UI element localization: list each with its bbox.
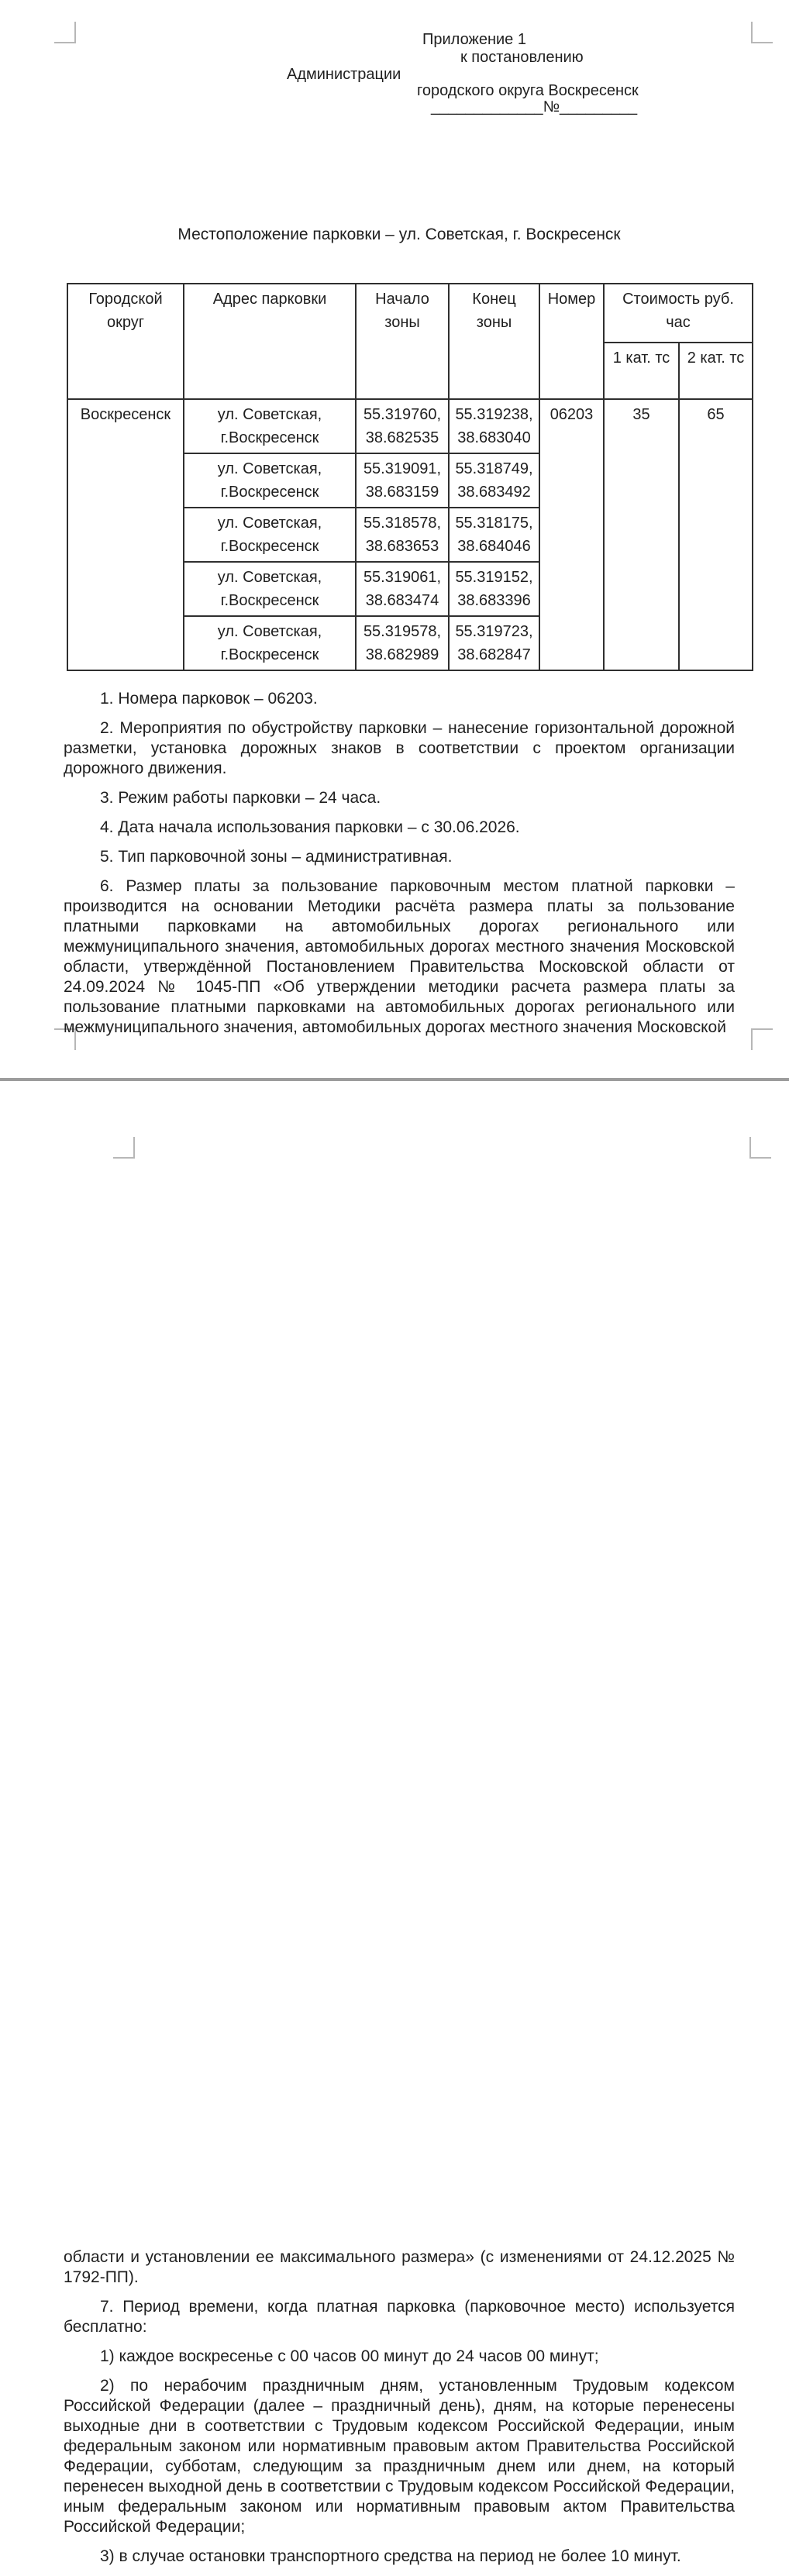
- letterhead-number-blank-line: _____________№_________: [431, 98, 638, 115]
- crop-mark-bottom-right-icon: [751, 1028, 773, 1050]
- crop-mark-top-right-icon: [751, 22, 773, 43]
- column-header-number: Номер: [539, 284, 604, 399]
- page1-body-text: [64, 689, 735, 1047]
- column-header-cost: Стоимость руб. час: [604, 284, 753, 343]
- subparagraph-3: 3) в случае остановки транспортного средства на период не более 10 минут.: [100, 2547, 681, 2565]
- cell-address: ул. Советская, г.Воскресенск: [184, 399, 356, 453]
- cell-price-cat1: 35: [604, 399, 679, 670]
- cell-district: Воскресенск: [67, 399, 184, 670]
- paragraph-7: 7. Период времени, когда платная парковка (парковочное место) используется бесплатно:: [64, 2298, 735, 2336]
- page2-body-text: [64, 2247, 735, 2576]
- letterhead-administration: Администрации: [287, 66, 401, 83]
- cell-number: 06203: [539, 399, 604, 670]
- letterhead-district: городского округа Воскресенск: [417, 82, 639, 99]
- paragraph-6: 6. Размер платы за пользование парковочным местом платной парковки – производится на основании Методики расчёта размера платы за пользование платными парковками на автомобильных дорогах регионального или межмуниципального значения, автомобильных дорогах местного значения Московской области, утверждённой Постановлением Правительства Московской области от 24.09.2024 № 1045-ПП «Об утверждении методики расчета размера платы за пользование платными парковками на автомобильных дорогах регионального или межмуниципального значения, автомобильных дорогах местного значения Московской: [64, 877, 735, 1036]
- paragraph-5: 5. Тип парковочной зоны – административная.: [100, 848, 453, 866]
- cell-address: ул. Советская, г.Воскресенск: [184, 453, 356, 508]
- column-header-zone-end: Конец зоны: [449, 284, 539, 399]
- column-header-cat1: 1 кат. тс: [604, 343, 679, 399]
- cell-zone-start: 55.319061, 38.683474: [356, 562, 449, 616]
- paragraph-6-continuation: области и установлении ее максимального размера» (с изменениями от 24.12.2025 № 1792-ПП).: [64, 2248, 735, 2286]
- parking-table: [67, 283, 753, 671]
- cell-address: ул. Советская, г.Воскресенск: [184, 508, 356, 562]
- column-header-zone-start: Начало зоны: [356, 284, 449, 399]
- cell-zone-end: 55.318175, 38.684046: [449, 508, 539, 562]
- subparagraph-2: 2) по нерабочим праздничным дням, установленным Трудовым кодексом Российской Федерации (далее – праздничный день), дням, на которые перенесены выходные дни в соответствии с Трудовым кодексом Российской Федерации, иным федеральным законом или нормативным правовым актом Правительства Российской Федерации, субботам, следующим за праздничным днем или днем, на который перенесен выходной день в соответствии с Трудовым кодексом Российской Федерации, иным федеральным законом или нормативным правовым актом Правительства Российской Федерации;: [64, 2377, 735, 2536]
- cell-zone-start: 55.319091, 38.683159: [356, 453, 449, 508]
- table-row: [67, 399, 753, 453]
- cell-price-cat2: 65: [679, 399, 753, 670]
- column-header-cat2: 2 кат. тс: [679, 343, 753, 399]
- paragraph-4: 4. Дата начала использования парковки – с 30.06.2026.: [100, 818, 520, 836]
- letterhead-to-resolution: к постановлению: [460, 49, 584, 66]
- column-header-district: Городской округ: [67, 284, 184, 399]
- paragraph-2: 2. Мероприятия по обустройству парковки – нанесение горизонтальной дорожной разметки, установка дорожных знаков в соответствии с проектом организации дорожного движения.: [64, 719, 735, 777]
- crop-mark-top-right-icon: [749, 1137, 771, 1159]
- crop-mark-top-left-icon: [113, 1137, 135, 1159]
- subparagraph-1: 1) каждое воскресенье с 00 часов 00 минут до 24 часов 00 минут;: [100, 2347, 599, 2365]
- paragraph-1: 1. Номера парковок – 06203.: [100, 690, 318, 708]
- document-page-2: [0, 1081, 789, 2565]
- paragraph-3: 3. Режим работы парковки – 24 часа.: [100, 789, 381, 807]
- page-title: Местоположение парковки – ул. Советская, г. Воскресенск: [177, 226, 621, 243]
- crop-mark-top-left-icon: [54, 22, 76, 43]
- cell-zone-end: 55.319723, 38.682847: [449, 616, 539, 670]
- cell-address: ул. Советская, г.Воскресенск: [184, 562, 356, 616]
- cell-address: ул. Советская, г.Воскресенск: [184, 616, 356, 670]
- cell-zone-end: 55.319152, 38.683396: [449, 562, 539, 616]
- column-header-address: Адрес парковки: [184, 284, 356, 399]
- table-header: [67, 284, 753, 399]
- document-page-1: [0, 0, 789, 1078]
- cell-zone-end: 55.318749, 38.683492: [449, 453, 539, 508]
- cell-zone-start: 55.319760, 38.682535: [356, 399, 449, 453]
- cell-zone-start: 55.318578, 38.683653: [356, 508, 449, 562]
- letterhead-annex-number: Приложение 1: [422, 31, 526, 48]
- cell-zone-start: 55.319578, 38.682989: [356, 616, 449, 670]
- cell-zone-end: 55.319238, 38.683040: [449, 399, 539, 453]
